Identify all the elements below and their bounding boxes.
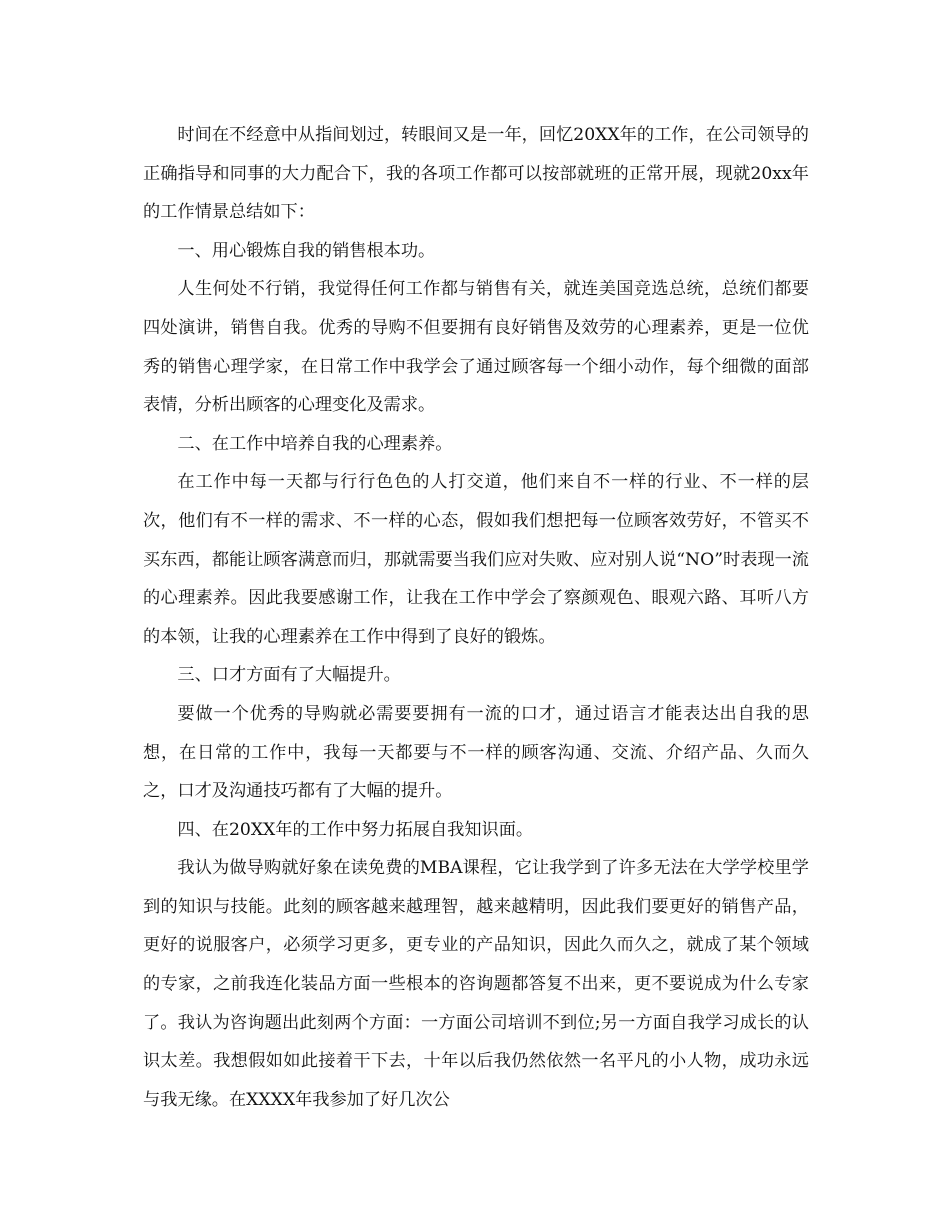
section-4-paragraph: 我认为做导购就好象在读免费的MBA课程，它让我学到了许多无法在大学学校里学到的知识与技能。此刻的顾客越来越理智，越来越精明，因此我们要更好的销售产品，更好的说服客户，必须学习更多，更专业的产品知识，因此久而久之，就成了某个领域的专家，之前我连化装品方面一些根本的咨询题都答复不出来，更不要说成为什么专家了。我认为咨询题出此刻两个方面：一方面公司培训不到位;另一方面自我学习成长的认识太差。我想假如如此接着干下去，十年以后我仍然依然一名平凡的小人物，成功永远与我无缘。在XXXX年我参加了好几次公 [143, 858, 809, 1110]
section-heading-2: 二、在工作中培养自我的心理素养。 [177, 433, 453, 454]
section-2-paragraph: 在工作中每一天都与行行色色的人打交道，他们来自不一样的行业、不一样的层次，他们有不一样的需求、不一样的心态，假如我们想把每一位顾客效劳好，不管买不买东西，都能让顾客满意而归，那就需要当我们应对失败、应对别人说“NO”时表现一流的心理素养。因此我要感谢工作，让我在工作中学会了察颜观色、眼观六路、耳听八方的本领，让我的心理素养在工作中得到了良好的锻炼。 [143, 472, 809, 647]
section-1-paragraph: 人生何处不行销，我觉得任何工作都与销售有关，就连美国竞选总统，总统们都要四处演讲，销售自我。优秀的导购不但要拥有良好销售及效劳的心理素养，更是一位优秀的销售心理学家，在日常工作中我学会了通过顾客每一个细小动作，每个细微的面部表情，分析出顾客的心理变化及需求。 [143, 279, 809, 416]
section-heading-4: 四、在20XX年的工作中努力拓展自我知识面。 [177, 819, 534, 840]
section-3-paragraph: 要做一个优秀的导购就必需要要拥有一流的口才，通过语言才能表达出自我的思想，在日常的工作中，我每一天都要与不一样的顾客沟通、交流、介绍产品、久而久之，口才及沟通技巧都有了大幅的提升。 [143, 703, 809, 802]
intro-paragraph: 时间在不经意中从指间划过，转眼间又是一年，回忆20XX年的工作，在公司领导的正确指导和同事的大力配合下，我的各项工作都可以按部就班的正常开展，现就20xx年的工作情景总结如下： [143, 125, 809, 223]
document-body [143, 116, 809, 1119]
section-heading-1: 一、用心锻炼自我的销售根本功。 [177, 240, 436, 261]
section-heading-3: 三、口才方面有了大幅提升。 [177, 665, 401, 686]
